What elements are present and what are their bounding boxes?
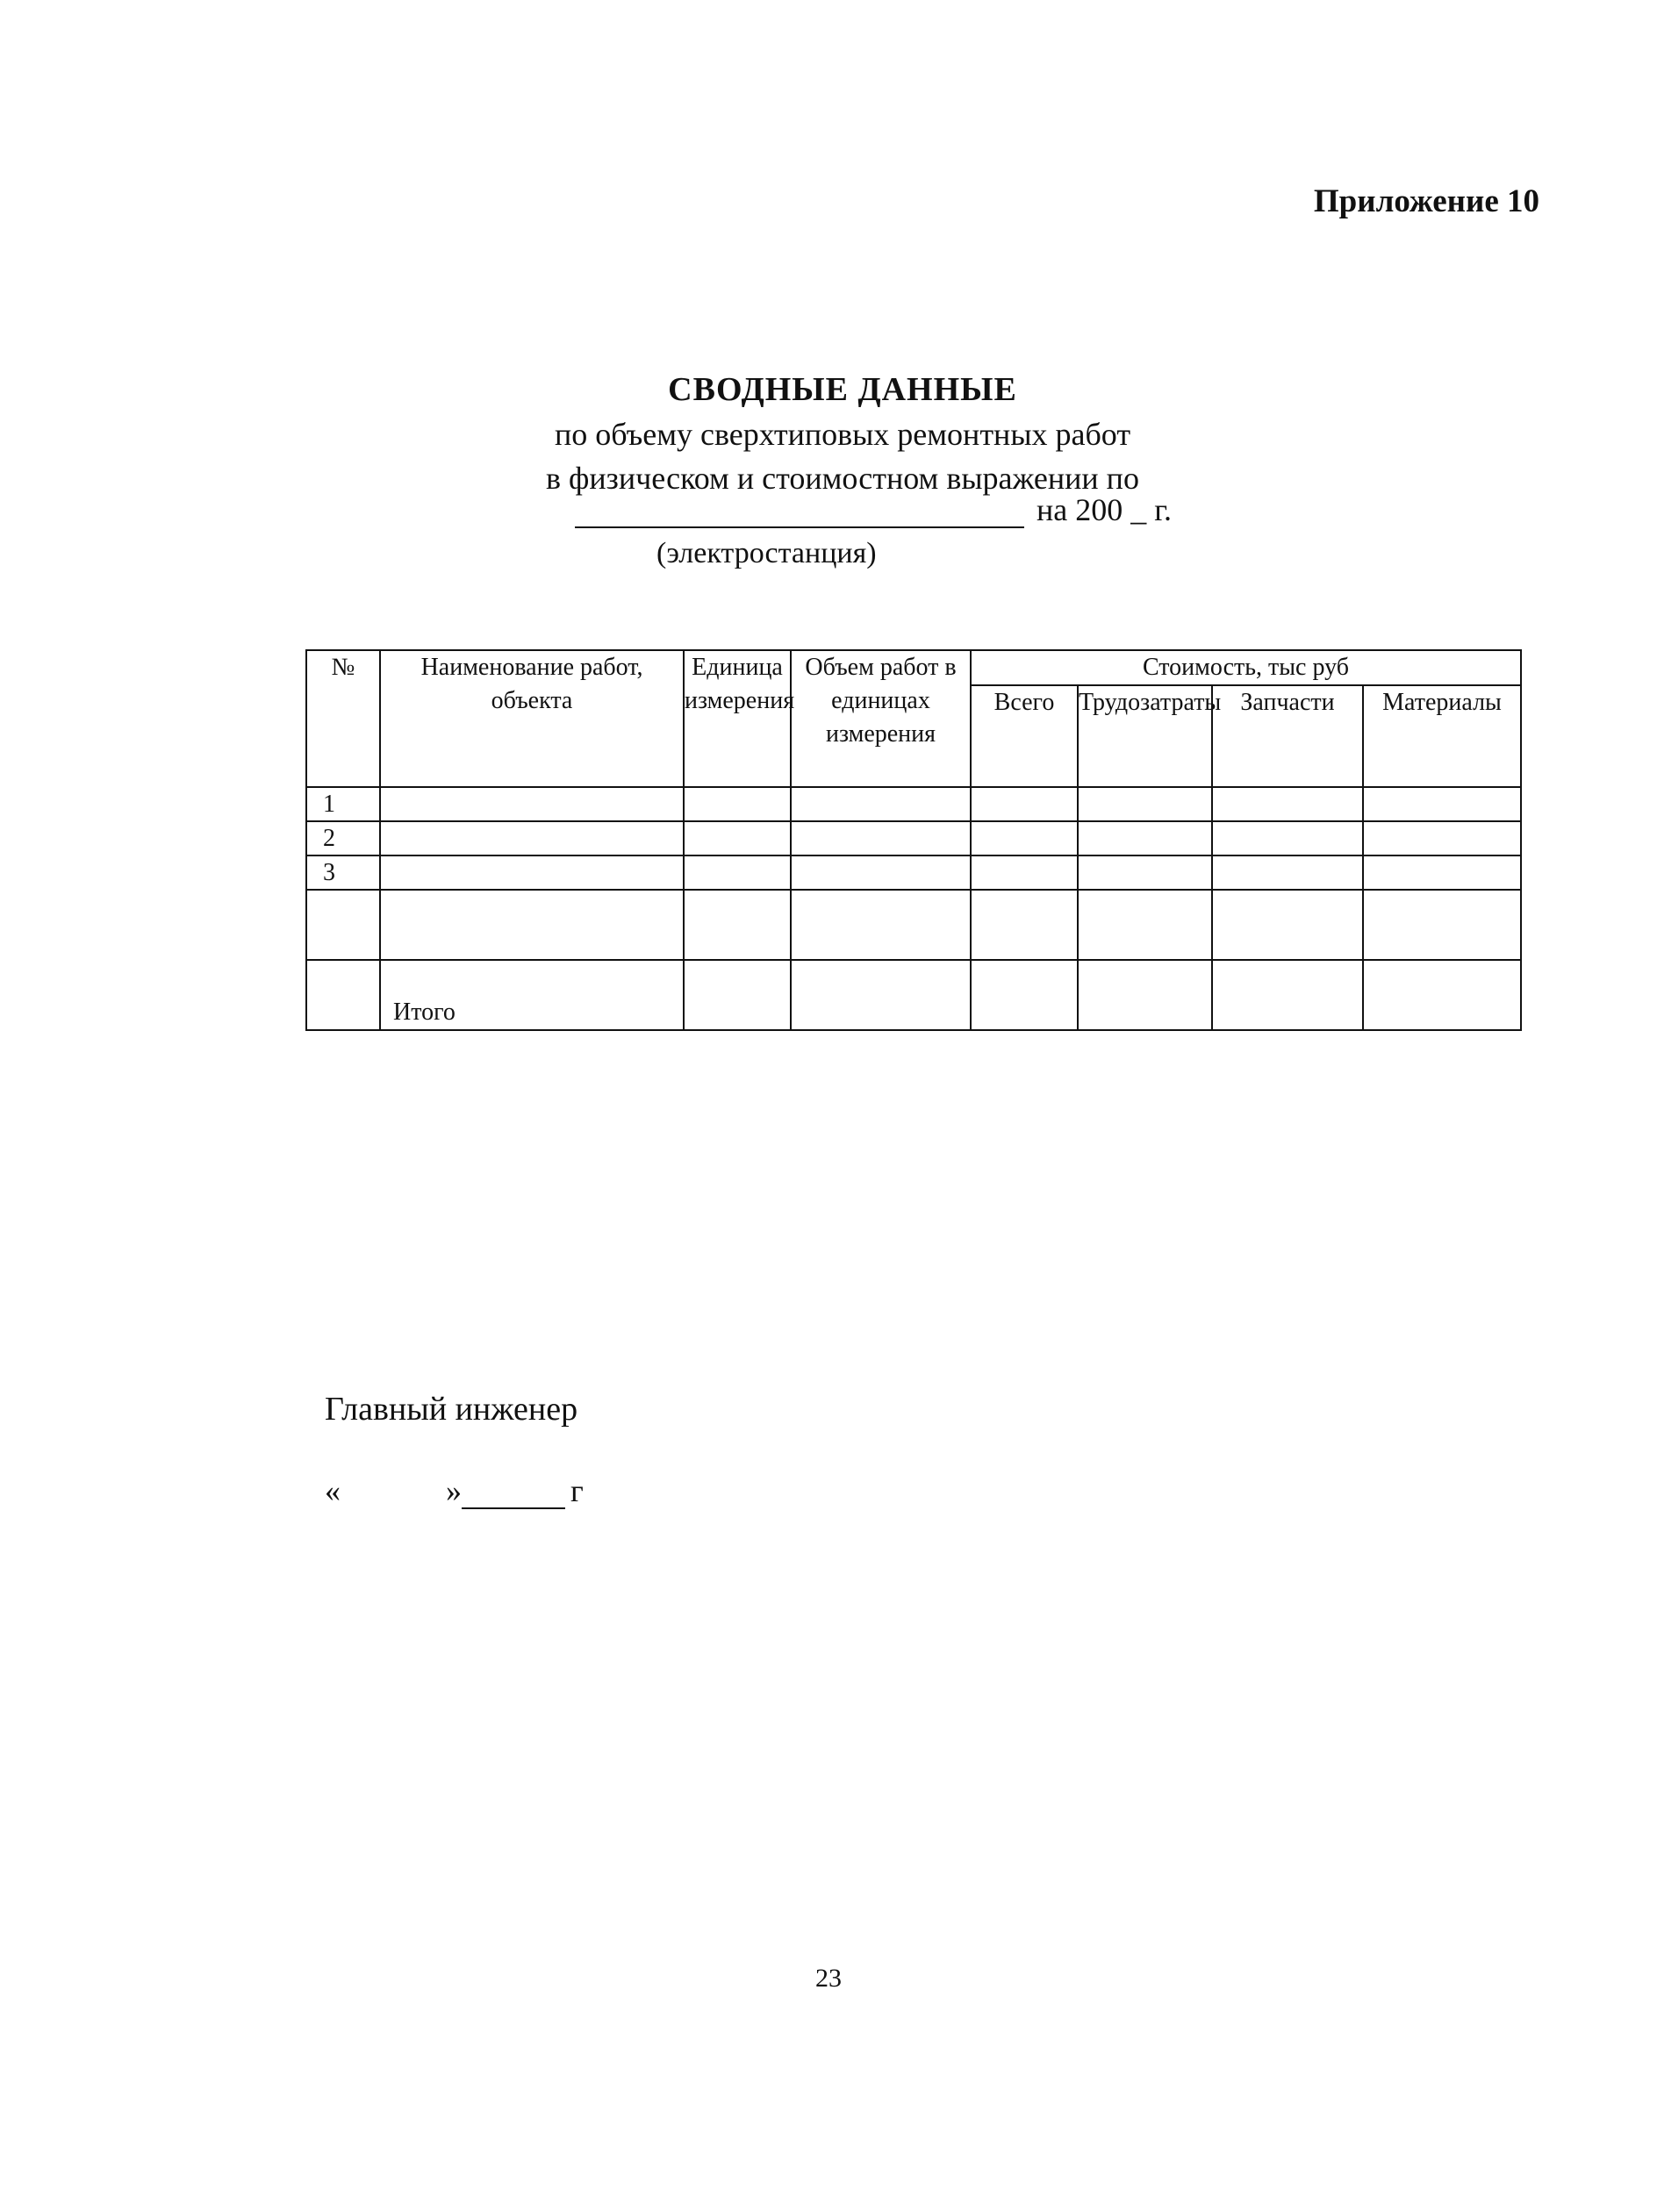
table-cell	[1212, 821, 1363, 855]
header-volume: Объем работ в единицах измерения	[791, 650, 971, 787]
signature-position: Главный инженер	[325, 1391, 578, 1428]
table-total-row	[306, 960, 1521, 1030]
total-label: Итого	[380, 960, 684, 1030]
table-row	[306, 855, 1521, 890]
table-cell	[1078, 855, 1212, 890]
table-cell	[684, 821, 791, 855]
table-cell	[791, 821, 971, 855]
table-cell	[971, 787, 1078, 821]
table-cell	[1363, 821, 1521, 855]
table-cell	[1363, 855, 1521, 890]
date-quote-close: »	[446, 1473, 462, 1508]
station-caption: (электростанция)	[656, 537, 877, 569]
table-cell	[971, 890, 1078, 960]
table-cell	[684, 855, 791, 890]
table-cell	[684, 787, 791, 821]
header-total: Всего	[971, 685, 1078, 787]
table-cell	[1078, 960, 1212, 1030]
table-cell	[380, 821, 684, 855]
title-subline-1: по объему сверхтиповых ремонтных работ	[554, 417, 1131, 452]
table-cell	[1212, 787, 1363, 821]
table-cell	[791, 890, 971, 960]
date-blank-field	[462, 1479, 565, 1509]
table-header-row	[306, 650, 1521, 685]
table-cell	[971, 821, 1078, 855]
header-name: Наименование работ, объекта	[380, 650, 684, 787]
header-materials: Материалы	[1363, 685, 1521, 787]
year-suffix: г	[570, 1473, 584, 1508]
table-cell	[306, 890, 380, 960]
table-cell	[791, 855, 971, 890]
table-cell	[684, 890, 791, 960]
table-cell	[1363, 960, 1521, 1030]
table-cell	[971, 855, 1078, 890]
header-parts: Запчасти	[1212, 685, 1363, 787]
station-blank-field	[575, 495, 1024, 528]
table-cell	[1212, 890, 1363, 960]
table-cell	[1078, 890, 1212, 960]
header-num: №	[306, 650, 380, 787]
table-cell	[1212, 960, 1363, 1030]
document-title: СВОДНЫЕ ДАННЫЕ	[668, 371, 1017, 408]
station-line	[575, 491, 1172, 528]
table-cell	[791, 960, 971, 1030]
table-cell	[380, 890, 684, 960]
header-unit: Единица измерения	[684, 650, 791, 787]
appendix-label: Приложение 10	[1313, 183, 1539, 219]
row-number: 2	[306, 821, 380, 855]
table-row	[306, 787, 1521, 821]
table-cell	[791, 787, 971, 821]
header-cost-group: Стоимость, тыс руб	[971, 650, 1521, 685]
year-text: на 200 _ г.	[1037, 492, 1172, 527]
title-subline-2: в физическом и стоимостном выражении по	[546, 461, 1139, 496]
table-cell	[380, 787, 684, 821]
table-cell	[1212, 855, 1363, 890]
table-cell	[684, 960, 791, 1030]
table-row	[306, 821, 1521, 855]
table-row	[306, 890, 1521, 960]
document-title-block	[491, 367, 1194, 500]
table-cell	[380, 855, 684, 890]
table-cell	[1363, 890, 1521, 960]
table-cell	[1078, 787, 1212, 821]
table-cell	[1363, 787, 1521, 821]
table-cell	[971, 960, 1078, 1030]
table-cell	[1078, 821, 1212, 855]
row-number: 3	[306, 855, 380, 890]
signature-date-line	[325, 1472, 584, 1509]
date-quote-open: «	[325, 1473, 341, 1508]
row-number: 1	[306, 787, 380, 821]
summary-table	[305, 649, 1522, 1031]
table-cell	[306, 960, 380, 1030]
page-number: 23	[815, 1964, 842, 1993]
header-labor: Трудозатраты	[1078, 685, 1212, 787]
